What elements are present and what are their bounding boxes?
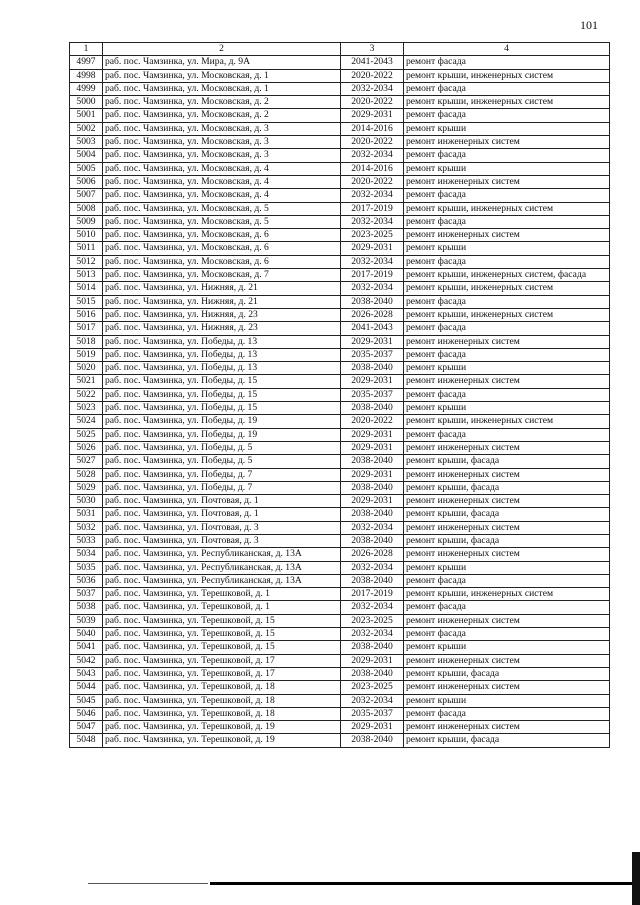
- row-address: раб. пос. Чамзинка, ул. Нижняя, д. 23: [103, 322, 341, 335]
- row-work-type: ремонт крыши, инженерных систем: [404, 588, 610, 601]
- row-number: 5003: [70, 136, 103, 149]
- table-row: [70, 189, 610, 202]
- row-number: 5040: [70, 628, 103, 641]
- repair-schedule-table: [69, 42, 610, 748]
- table-row: [70, 122, 610, 135]
- row-period: 2023-2025: [341, 681, 404, 694]
- table-row: [70, 654, 610, 667]
- row-work-type: ремонт инженерных систем: [404, 441, 610, 454]
- row-work-type: ремонт крыши, фасада: [404, 534, 610, 547]
- row-address: раб. пос. Чамзинка, ул. Победы, д. 13: [103, 335, 341, 348]
- row-period: 2038-2040: [341, 508, 404, 521]
- row-number: 5005: [70, 162, 103, 175]
- row-period: 2017-2019: [341, 202, 404, 215]
- row-address: раб. пос. Чамзинка, ул. Московская, д. 4: [103, 162, 341, 175]
- table-row: [70, 56, 610, 69]
- row-period: 2038-2040: [341, 667, 404, 680]
- row-period: 2029-2031: [341, 109, 404, 122]
- row-work-type: ремонт крыши, инженерных систем: [404, 282, 610, 295]
- row-work-type: ремонт инженерных систем: [404, 614, 610, 627]
- row-period: 2032-2034: [341, 189, 404, 202]
- row-address: раб. пос. Чамзинка, ул. Победы, д. 7: [103, 468, 341, 481]
- row-number: 5036: [70, 574, 103, 587]
- row-number: 5042: [70, 654, 103, 667]
- table-row: [70, 734, 610, 747]
- row-work-type: ремонт инженерных систем: [404, 548, 610, 561]
- row-number: 5002: [70, 122, 103, 135]
- row-number: 5017: [70, 322, 103, 335]
- row-address: раб. пос. Чамзинка, ул. Нижняя, д. 23: [103, 308, 341, 321]
- row-work-type: ремонт фасада: [404, 295, 610, 308]
- row-address: раб. пос. Чамзинка, ул. Нижняя, д. 21: [103, 282, 341, 295]
- table-row: [70, 335, 610, 348]
- row-period: 2029-2031: [341, 428, 404, 441]
- row-work-type: ремонт крыши, инженерных систем: [404, 202, 610, 215]
- row-address: раб. пос. Чамзинка, ул. Московская, д. 6: [103, 229, 341, 242]
- row-number: 5043: [70, 667, 103, 680]
- row-address: раб. пос. Чамзинка, ул. Терешковой, д. 19: [103, 734, 341, 747]
- row-period: 2038-2040: [341, 481, 404, 494]
- row-work-type: ремонт крыши, инженерных систем: [404, 308, 610, 321]
- row-work-type: ремонт фасада: [404, 574, 610, 587]
- row-number: 5038: [70, 601, 103, 614]
- row-address: раб. пос. Чамзинка, ул. Победы, д. 5: [103, 441, 341, 454]
- table-row: [70, 468, 610, 481]
- row-work-type: ремонт фасада: [404, 348, 610, 361]
- row-number: 5034: [70, 548, 103, 561]
- row-number: 4998: [70, 69, 103, 82]
- row-work-type: ремонт фасада: [404, 189, 610, 202]
- row-work-type: ремонт крыши, инженерных систем: [404, 415, 610, 428]
- row-work-type: ремонт инженерных систем: [404, 654, 610, 667]
- table-row: [70, 561, 610, 574]
- row-work-type: ремонт крыши: [404, 242, 610, 255]
- table-row: [70, 641, 610, 654]
- row-period: 2035-2037: [341, 388, 404, 401]
- table-row: [70, 574, 610, 587]
- table-row: [70, 282, 610, 295]
- row-address: раб. пос. Чамзинка, ул. Терешковой, д. 1: [103, 588, 341, 601]
- row-work-type: ремонт инженерных систем: [404, 229, 610, 242]
- table-row: [70, 308, 610, 321]
- row-work-type: ремонт фасада: [404, 255, 610, 268]
- row-number: 5004: [70, 149, 103, 162]
- row-address: раб. пос. Чамзинка, ул. Терешковой, д. 18: [103, 694, 341, 707]
- row-work-type: ремонт крыши, инженерных систем, фасада: [404, 269, 610, 282]
- row-address: раб. пос. Чамзинка, ул. Московская, д. 2: [103, 109, 341, 122]
- table-row: [70, 242, 610, 255]
- row-period: 2041-2043: [341, 56, 404, 69]
- row-number: 5046: [70, 707, 103, 720]
- row-work-type: ремонт инженерных систем: [404, 136, 610, 149]
- table-row: [70, 694, 610, 707]
- table-body: [70, 56, 610, 747]
- row-period: 2035-2037: [341, 707, 404, 720]
- row-address: раб. пос. Чамзинка, ул. Терешковой, д. 15: [103, 628, 341, 641]
- row-address: раб. пос. Чамзинка, ул. Терешковой, д. 19: [103, 721, 341, 734]
- row-number: 5015: [70, 295, 103, 308]
- row-address: раб. пос. Чамзинка, ул. Терешковой, д. 17: [103, 654, 341, 667]
- row-work-type: ремонт крыши, фасада: [404, 734, 610, 747]
- row-period: 2032-2034: [341, 521, 404, 534]
- table-row: [70, 109, 610, 122]
- row-address: раб. пос. Чамзинка, ул. Нижняя, д. 21: [103, 295, 341, 308]
- row-period: 2032-2034: [341, 215, 404, 228]
- row-period: 2023-2025: [341, 614, 404, 627]
- table-row: [70, 681, 610, 694]
- row-number: 5006: [70, 175, 103, 188]
- table-row: [70, 136, 610, 149]
- row-number: 5025: [70, 428, 103, 441]
- page-number: 101: [580, 18, 598, 32]
- row-period: 2020-2022: [341, 136, 404, 149]
- table-row: [70, 82, 610, 95]
- table-row: [70, 402, 610, 415]
- row-number: 5030: [70, 495, 103, 508]
- row-number: 5044: [70, 681, 103, 694]
- row-number: 5012: [70, 255, 103, 268]
- scan-bottom-line: [88, 883, 208, 884]
- table-row: [70, 707, 610, 720]
- row-number: 5001: [70, 109, 103, 122]
- table-row: [70, 269, 610, 282]
- table-row: [70, 721, 610, 734]
- row-period: 2029-2031: [341, 335, 404, 348]
- table-row: [70, 96, 610, 109]
- column-header-work-type: 4: [404, 43, 610, 56]
- row-address: раб. пос. Чамзинка, ул. Почтовая, д. 1: [103, 495, 341, 508]
- row-number: 5033: [70, 534, 103, 547]
- table-row: [70, 428, 610, 441]
- row-work-type: ремонт фасада: [404, 109, 610, 122]
- row-work-type: ремонт крыши: [404, 694, 610, 707]
- row-number: 5014: [70, 282, 103, 295]
- row-work-type: ремонт крыши, фасада: [404, 667, 610, 680]
- row-work-type: ремонт фасада: [404, 149, 610, 162]
- row-period: 2038-2040: [341, 641, 404, 654]
- row-address: раб. пос. Чамзинка, ул. Почтовая, д. 1: [103, 508, 341, 521]
- header-row: [70, 43, 610, 56]
- row-number: 4997: [70, 56, 103, 69]
- row-work-type: ремонт крыши: [404, 162, 610, 175]
- table-row: [70, 322, 610, 335]
- table-row: [70, 348, 610, 361]
- row-period: 2032-2034: [341, 149, 404, 162]
- table-row: [70, 614, 610, 627]
- table-row: [70, 481, 610, 494]
- row-work-type: ремонт крыши, инженерных систем: [404, 96, 610, 109]
- table-row: [70, 202, 610, 215]
- row-address: раб. пос. Чамзинка, ул. Терешковой, д. 1: [103, 601, 341, 614]
- row-address: раб. пос. Чамзинка, ул. Терешковой, д. 17: [103, 667, 341, 680]
- row-work-type: ремонт фасада: [404, 707, 610, 720]
- row-address: раб. пос. Чамзинка, ул. Московская, д. 5: [103, 202, 341, 215]
- row-period: 2038-2040: [341, 534, 404, 547]
- row-work-type: ремонт инженерных систем: [404, 468, 610, 481]
- row-number: 5037: [70, 588, 103, 601]
- table-row: [70, 375, 610, 388]
- table-row: [70, 588, 610, 601]
- row-period: 2038-2040: [341, 362, 404, 375]
- row-number: 5008: [70, 202, 103, 215]
- row-address: раб. пос. Чамзинка, ул. Терешковой, д. 18: [103, 707, 341, 720]
- row-period: 2026-2028: [341, 308, 404, 321]
- row-address: раб. пос. Чамзинка, ул. Победы, д. 7: [103, 481, 341, 494]
- table-row: [70, 628, 610, 641]
- row-period: 2029-2031: [341, 721, 404, 734]
- row-work-type: ремонт инженерных систем: [404, 721, 610, 734]
- row-period: 2032-2034: [341, 561, 404, 574]
- row-number: 5032: [70, 521, 103, 534]
- row-address: раб. пос. Чамзинка, ул. Республиканская, д. 13А: [103, 574, 341, 587]
- row-address: раб. пос. Чамзинка, ул. Победы, д. 15: [103, 402, 341, 415]
- row-period: 2032-2034: [341, 282, 404, 295]
- table-row: [70, 667, 610, 680]
- table-row: [70, 362, 610, 375]
- scan-bottom-rule: [210, 882, 635, 885]
- row-address: раб. пос. Чамзинка, ул. Терешковой, д. 18: [103, 681, 341, 694]
- row-work-type: ремонт инженерных систем: [404, 375, 610, 388]
- row-number: 5010: [70, 229, 103, 242]
- row-number: 5031: [70, 508, 103, 521]
- row-work-type: ремонт фасада: [404, 215, 610, 228]
- row-work-type: ремонт инженерных систем: [404, 175, 610, 188]
- table-row: [70, 69, 610, 82]
- row-work-type: ремонт крыши: [404, 402, 610, 415]
- row-work-type: ремонт фасада: [404, 388, 610, 401]
- row-period: 2038-2040: [341, 574, 404, 587]
- table-row: [70, 601, 610, 614]
- scan-edge-shadow: [632, 852, 640, 905]
- row-address: раб. пос. Чамзинка, ул. Московская, д. 3: [103, 149, 341, 162]
- row-period: 2032-2034: [341, 628, 404, 641]
- row-period: 2038-2040: [341, 734, 404, 747]
- row-address: раб. пос. Чамзинка, ул. Московская, д. 6: [103, 242, 341, 255]
- row-address: раб. пос. Чамзинка, ул. Победы, д. 15: [103, 375, 341, 388]
- row-work-type: ремонт фасада: [404, 601, 610, 614]
- row-address: раб. пос. Чамзинка, ул. Московская, д. 4: [103, 189, 341, 202]
- table-row: [70, 295, 610, 308]
- table-row: [70, 388, 610, 401]
- row-address: раб. пос. Чамзинка, ул. Московская, д. 1: [103, 82, 341, 95]
- row-period: 2032-2034: [341, 255, 404, 268]
- row-work-type: ремонт крыши: [404, 122, 610, 135]
- row-period: 2029-2031: [341, 495, 404, 508]
- row-address: раб. пос. Чамзинка, ул. Победы, д. 19: [103, 415, 341, 428]
- column-header-number: 1: [70, 43, 103, 56]
- row-address: раб. пос. Чамзинка, ул. Почтовая, д. 3: [103, 521, 341, 534]
- row-address: раб. пос. Чамзинка, ул. Терешковой, д. 15: [103, 641, 341, 654]
- row-period: 2029-2031: [341, 375, 404, 388]
- row-address: раб. пос. Чамзинка, ул. Московская, д. 3: [103, 136, 341, 149]
- row-address: раб. пос. Чамзинка, ул. Московская, д. 2: [103, 96, 341, 109]
- row-number: 5007: [70, 189, 103, 202]
- row-number: 5020: [70, 362, 103, 375]
- row-number: 5045: [70, 694, 103, 707]
- table-row: [70, 255, 610, 268]
- row-address: раб. пос. Чамзинка, ул. Республиканская, д. 13А: [103, 561, 341, 574]
- row-period: 2014-2016: [341, 162, 404, 175]
- row-work-type: ремонт инженерных систем: [404, 521, 610, 534]
- row-number: 5000: [70, 96, 103, 109]
- row-work-type: ремонт крыши: [404, 561, 610, 574]
- row-period: 2026-2028: [341, 548, 404, 561]
- row-period: 2020-2022: [341, 175, 404, 188]
- row-address: раб. пос. Чамзинка, ул. Победы, д. 15: [103, 388, 341, 401]
- row-address: раб. пос. Чамзинка, ул. Терешковой, д. 15: [103, 614, 341, 627]
- row-period: 2029-2031: [341, 468, 404, 481]
- row-number: 5048: [70, 734, 103, 747]
- row-address: раб. пос. Чамзинка, ул. Республиканская, д. 13А: [103, 548, 341, 561]
- column-header-period: 3: [341, 43, 404, 56]
- row-work-type: ремонт крыши, фасада: [404, 455, 610, 468]
- table-row: [70, 521, 610, 534]
- row-number: 5019: [70, 348, 103, 361]
- row-work-type: ремонт инженерных систем: [404, 335, 610, 348]
- row-number: 5024: [70, 415, 103, 428]
- row-period: 2038-2040: [341, 402, 404, 415]
- row-address: раб. пос. Чамзинка, ул. Московская, д. 1: [103, 69, 341, 82]
- row-number: 5026: [70, 441, 103, 454]
- row-number: 5035: [70, 561, 103, 574]
- table-row: [70, 548, 610, 561]
- row-period: 2020-2022: [341, 96, 404, 109]
- table-row: [70, 175, 610, 188]
- row-work-type: ремонт фасада: [404, 322, 610, 335]
- row-work-type: ремонт фасада: [404, 628, 610, 641]
- row-period: 2017-2019: [341, 588, 404, 601]
- row-period: 2029-2031: [341, 654, 404, 667]
- row-number: 5018: [70, 335, 103, 348]
- row-work-type: ремонт крыши, фасада: [404, 508, 610, 521]
- row-work-type: ремонт инженерных систем: [404, 495, 610, 508]
- row-period: 2023-2025: [341, 229, 404, 242]
- row-period: 2029-2031: [341, 441, 404, 454]
- table-row: [70, 229, 610, 242]
- row-number: 5023: [70, 402, 103, 415]
- row-address: раб. пос. Чамзинка, ул. Московская, д. 6: [103, 255, 341, 268]
- table-row: [70, 534, 610, 547]
- table-row: [70, 149, 610, 162]
- row-number: 4999: [70, 82, 103, 95]
- row-address: раб. пос. Чамзинка, ул. Почтовая, д. 3: [103, 534, 341, 547]
- row-address: раб. пос. Чамзинка, ул. Московская, д. 7: [103, 269, 341, 282]
- row-number: 5011: [70, 242, 103, 255]
- table-row: [70, 162, 610, 175]
- column-header-address: 2: [103, 43, 341, 56]
- row-period: 2041-2043: [341, 322, 404, 335]
- row-work-type: ремонт фасада: [404, 82, 610, 95]
- row-number: 5041: [70, 641, 103, 654]
- row-address: раб. пос. Чамзинка, ул. Московская, д. 5: [103, 215, 341, 228]
- row-work-type: ремонт крыши: [404, 641, 610, 654]
- row-period: 2029-2031: [341, 242, 404, 255]
- table-row: [70, 455, 610, 468]
- row-number: 5027: [70, 455, 103, 468]
- row-period: 2032-2034: [341, 601, 404, 614]
- row-number: 5039: [70, 614, 103, 627]
- row-work-type: ремонт крыши, инженерных систем: [404, 69, 610, 82]
- row-work-type: ремонт фасада: [404, 56, 610, 69]
- row-address: раб. пос. Чамзинка, ул. Победы, д. 19: [103, 428, 341, 441]
- row-address: раб. пос. Чамзинка, ул. Московская, д. 4: [103, 175, 341, 188]
- row-period: 2032-2034: [341, 82, 404, 95]
- row-period: 2014-2016: [341, 122, 404, 135]
- row-period: 2038-2040: [341, 455, 404, 468]
- table-row: [70, 441, 610, 454]
- table-row: [70, 215, 610, 228]
- row-work-type: ремонт крыши, фасада: [404, 481, 610, 494]
- row-number: 5022: [70, 388, 103, 401]
- row-period: 2020-2022: [341, 69, 404, 82]
- row-work-type: ремонт крыши: [404, 362, 610, 375]
- row-address: раб. пос. Чамзинка, ул. Победы, д. 5: [103, 455, 341, 468]
- row-period: 2020-2022: [341, 415, 404, 428]
- row-number: 5021: [70, 375, 103, 388]
- row-address: раб. пос. Чамзинка, ул. Московская, д. 3: [103, 122, 341, 135]
- table-row: [70, 415, 610, 428]
- row-period: 2032-2034: [341, 694, 404, 707]
- row-period: 2017-2019: [341, 269, 404, 282]
- row-number: 5029: [70, 481, 103, 494]
- row-period: 2038-2040: [341, 295, 404, 308]
- row-number: 5028: [70, 468, 103, 481]
- row-period: 2035-2037: [341, 348, 404, 361]
- row-number: 5016: [70, 308, 103, 321]
- row-address: раб. пос. Чамзинка, ул. Победы, д. 13: [103, 362, 341, 375]
- row-address: раб. пос. Чамзинка, ул. Победы, д. 13: [103, 348, 341, 361]
- row-number: 5009: [70, 215, 103, 228]
- table-row: [70, 495, 610, 508]
- row-number: 5047: [70, 721, 103, 734]
- table-row: [70, 508, 610, 521]
- row-number: 5013: [70, 269, 103, 282]
- row-address: раб. пос. Чамзинка, ул. Мира, д. 9А: [103, 56, 341, 69]
- row-work-type: ремонт фасада: [404, 428, 610, 441]
- row-work-type: ремонт инженерных систем: [404, 681, 610, 694]
